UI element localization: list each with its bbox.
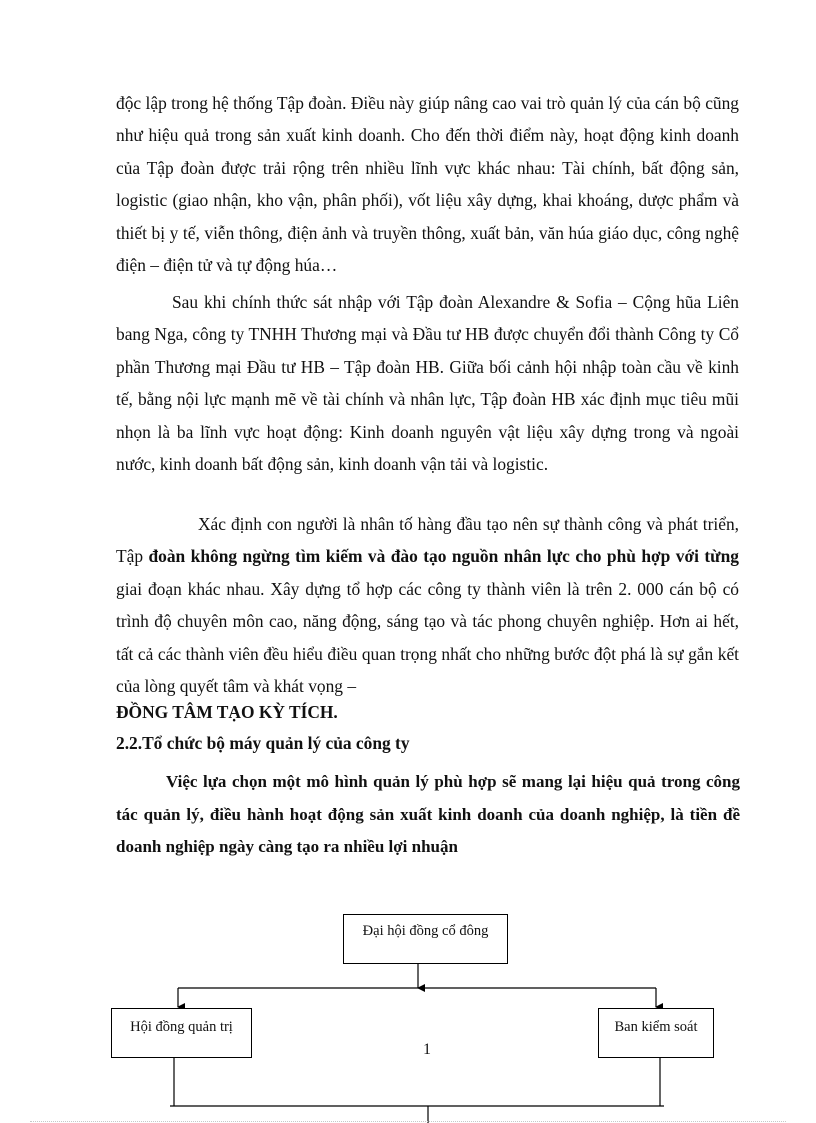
section-heading: 2.2.Tổ chức bộ máy quản lý của công ty <box>116 733 410 753</box>
paragraph-3 <box>116 508 739 702</box>
paragraph-3-start: Xác định con người là nhân tố hàng đầu tạo nên sự thành công và phát triển, Tập <box>116 514 739 567</box>
org-node-supervisory-board: Ban kiểm soát <box>598 1008 714 1058</box>
org-node-general-meeting: Đại hội đồng cổ đông <box>343 914 508 964</box>
slogan: ĐỒNG TÂM TẠO KỲ TÍCH. <box>116 702 338 722</box>
paragraph-2: Sau khi chính thức sát nhập với Tập đoàn Alexandre & Sofia – Cộng hũa Liên bang Nga, công ty TNHH Thương mại và Đầu tư HB được chuyển đổi thành Công ty Cổ phần Thương mại Đầu tư HB – Tập đoàn HB. Giữa bối cảnh hội nhập toàn cầu về kinh tế, bằng nội lực mạnh mẽ về tài chính và nhân lực, Tập đoàn HB xác định mục tiêu mũi nhọn là ba lĩnh vực hoạt động: Kinh doanh nguyên vật liệu xây dựng trong và ngoài nước, kinh doanh bất động sản, kinh doanh vận tải và logistic. <box>116 292 739 475</box>
paragraph-1: độc lập trong hệ thống Tập đoàn. Điều này giúp nâng cao vai trò quản lý của cán bộ cũng như hiệu quả trong sản xuất kinh doanh. Cho đến thời điểm này, hoạt động kinh doanh của Tập đoàn được trải rộng trên nhiều lĩnh vực khác nhau: Tài chính, bất động sản, logistic (giao nhận, kho vận, phân phối), vốt liệu xây dựng, khai khoáng, dược phẩm và thiết bị y tế, viễn thông, điện ảnh và truyền thông, xuất bản, văn húa giáo dục, công nghệ điện – điện tử và tự động húa… <box>116 93 739 276</box>
footer-divider <box>30 1121 786 1122</box>
page-number: 1 <box>423 1041 431 1058</box>
paragraph-3-end: giai đoạn khác nhau. Xây dựng tổ hợp các công ty thành viên là trên 2. 000 cán bộ có trình độ chuyên môn cao, năng động, sáng tạo và tác phong chuyên nghiệp. Hơn ai hết, tất cả các thành viên đều hiểu điều quan trọng nhất cho những bước đột phá là sự gắn kết của lòng quyết tâm và khát vọng – <box>116 578 739 697</box>
org-node-board-of-directors: Hội đồng quản trị <box>111 1008 252 1058</box>
paragraph-3-bold: đoàn không ngừng tìm kiếm và đào tạo nguồn nhân lực cho phù hợp với từng <box>148 546 739 567</box>
paragraph-4: Việc lựa chọn một mô hình quản lý phù hợp sẽ mang lại hiệu quả trong công tác quản lý, điều hành hoạt động sản xuất kinh doanh của doanh nghiệp, là tiền đề doanh nghiệp ngày càng tạo ra nhiều lợi nhuận <box>116 772 740 857</box>
